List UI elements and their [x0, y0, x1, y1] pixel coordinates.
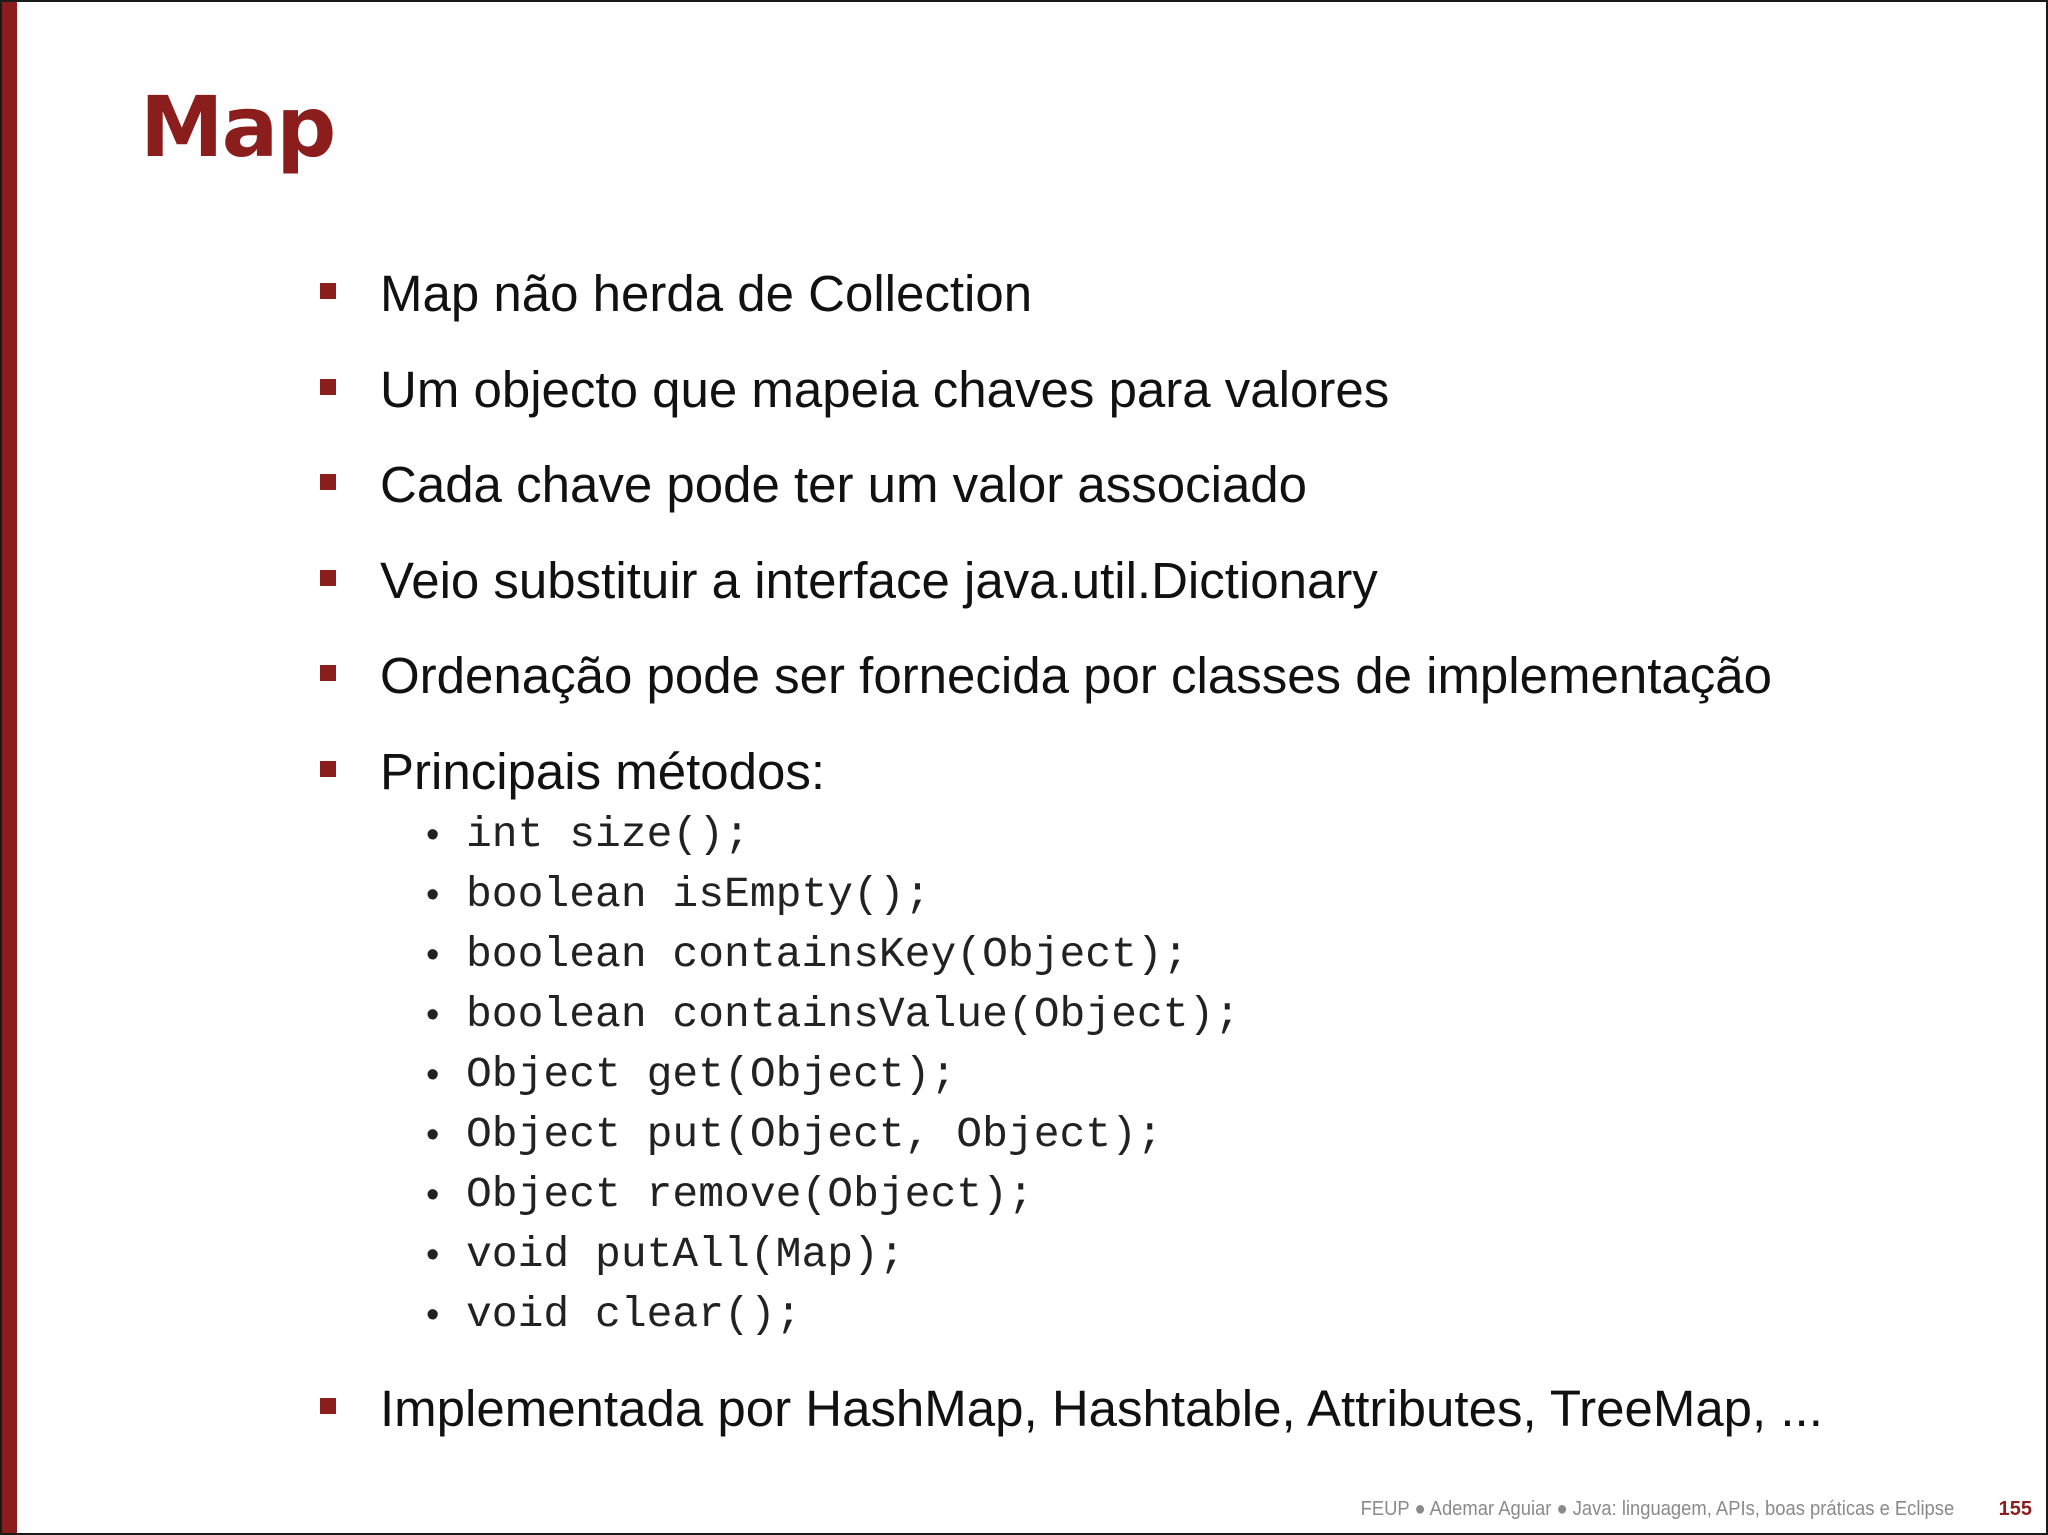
dot-bullet-icon: • — [426, 1174, 440, 1216]
dot-bullet-icon: • — [426, 1234, 440, 1276]
square-bullet-icon — [320, 283, 336, 299]
method-item — [426, 1225, 905, 1285]
method-list — [426, 805, 1241, 1345]
method-signature: boolean containsKey(Object); — [466, 930, 1189, 979]
dot-bullet-icon: • — [426, 1114, 440, 1156]
bullet-text: Um objecto que mapeia chaves para valores — [380, 360, 1390, 418]
method-item — [426, 805, 750, 865]
bullet-text: Implementada por HashMap, Hashtable, Attributes, TreeMap, ... — [380, 1380, 1823, 1437]
method-item — [426, 1285, 802, 1345]
method-signature: Object put(Object, Object); — [466, 1110, 1163, 1159]
method-item — [426, 925, 1189, 985]
bullet-text: Map não herda de Collection — [380, 265, 1033, 322]
left-accent-bar — [2, 2, 17, 1533]
page-number: 155 — [1998, 1498, 2032, 1520]
method-signature: Object remove(Object); — [466, 1170, 1034, 1219]
square-bullet-icon — [320, 1398, 336, 1414]
slide-footer: FEUP ● Ademar Aguiar ● Java: linguagem, APIs, boas práticas e Eclipse — [1360, 1498, 1954, 1520]
dot-bullet-icon: • — [426, 1054, 440, 1096]
dot-bullet-icon: • — [426, 994, 440, 1036]
square-bullet-icon — [320, 665, 336, 681]
square-bullet-icon — [320, 570, 336, 586]
method-signature: boolean isEmpty(); — [466, 870, 931, 919]
method-signature: void clear(); — [466, 1290, 802, 1339]
square-bullet-icon — [320, 379, 336, 395]
method-item — [426, 1105, 1163, 1165]
dot-bullet-icon: • — [426, 934, 440, 976]
method-item — [426, 865, 931, 925]
dot-bullet-icon: • — [426, 1294, 440, 1336]
dot-bullet-icon: • — [426, 874, 440, 916]
method-signature: Object get(Object); — [466, 1050, 957, 1099]
bullet-text: Cada chave pode ter um valor associado — [380, 456, 1308, 513]
slide-title: Map — [140, 78, 335, 176]
method-signature: void putAll(Map); — [466, 1230, 905, 1279]
bullet-text: Veio substituir a interface java.util.Dictionary — [380, 551, 1378, 609]
method-item — [426, 985, 1241, 1045]
bullet-text: Principais métodos: — [380, 742, 826, 800]
dot-bullet-icon: • — [426, 814, 440, 856]
bullet-text: Ordenação pode ser fornecida por classes de implementação — [380, 647, 1772, 704]
method-signature: int size(); — [466, 810, 750, 859]
square-bullet-icon — [320, 761, 336, 777]
method-signature: boolean containsValue(Object); — [466, 990, 1241, 1039]
method-item — [426, 1045, 957, 1105]
square-bullet-icon — [320, 474, 336, 490]
method-item — [426, 1165, 1034, 1225]
